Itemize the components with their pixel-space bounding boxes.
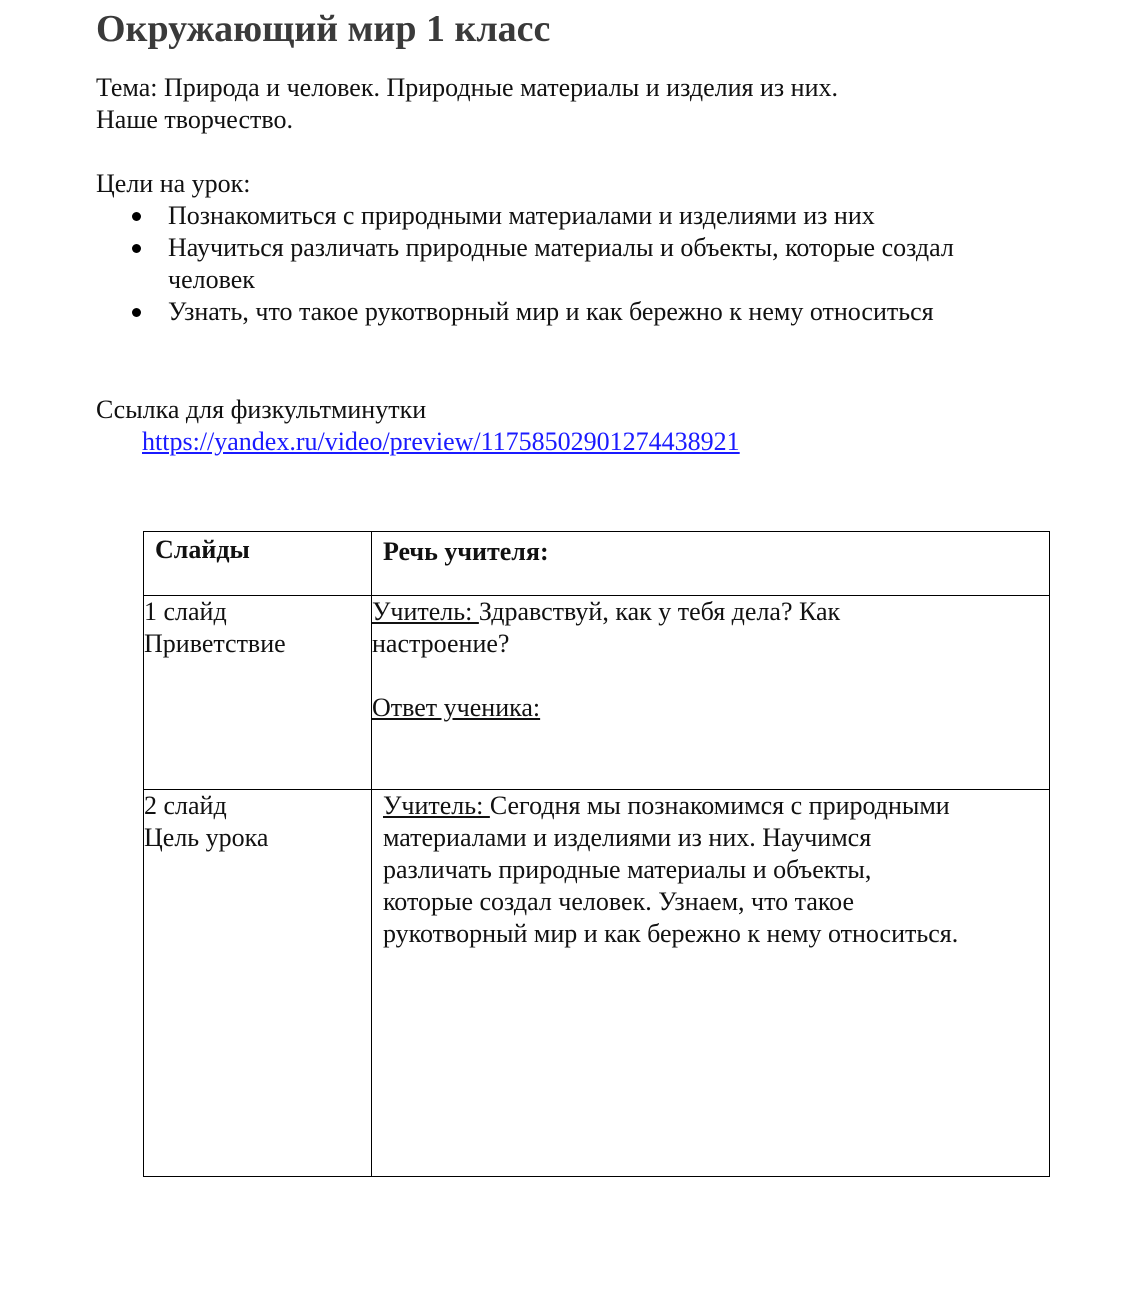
teacher-speech (372, 790, 1049, 950)
speech-cell (372, 790, 1050, 1177)
table-header-row (144, 532, 1050, 596)
document-title: Окружающий мир 1 класс (96, 8, 551, 50)
teacher-text: Сегодня мы познакомимся с природными материалами и изделиями из них. Научимся различать природные материалы и объекты, которые создал человек. Узнаем, что такое рукотворный мир и как бережно к нему относиться. (383, 791, 959, 948)
spacer (372, 660, 1049, 692)
teacher-text: Здравствуй, как у тебя дела? Как настроение? (372, 597, 841, 658)
topic-line-2: Наше творчество. (96, 105, 293, 134)
table-row (144, 790, 1050, 1177)
bullet-icon (132, 244, 141, 253)
goal-text: Научиться различать природные материалы и объекты, которые создал человек (168, 233, 954, 294)
goal-text: Познакомиться с природными материалами и изделиями из них (168, 201, 875, 230)
table-row (144, 596, 1050, 790)
goal-item (96, 232, 976, 296)
header-cell-slides (144, 532, 372, 596)
lesson-table (143, 531, 1050, 1177)
video-link[interactable]: https://yandex.ru/video/preview/11758502901274438921 (142, 427, 740, 456)
topic-line-1: Тема: Природа и человек. Природные материалы и изделия из них. (96, 73, 839, 102)
slide-name: Цель урока (144, 823, 269, 852)
student-answer (372, 692, 1049, 724)
header-slides: Слайды (155, 535, 250, 564)
answer-label: Ответ ученика: (372, 693, 541, 722)
teacher-label: Учитель: (383, 791, 490, 820)
header-cell-speech (372, 532, 1050, 596)
goal-item (96, 296, 976, 328)
speech-cell (372, 596, 1050, 790)
link-label: Ссылка для физкультминутки (96, 395, 427, 424)
goals-label: Цели на урок: (96, 169, 251, 198)
slide-cell (144, 596, 372, 790)
header-teacher-speech: Речь учителя: (383, 537, 549, 566)
slide-cell (144, 790, 372, 1177)
slide-number: 2 слайд (144, 791, 227, 820)
goal-text: Узнать, что такое рукотворный мир и как бережно к нему относиться (168, 297, 934, 326)
bullet-icon (132, 308, 141, 317)
slide-name: Приветствие (144, 629, 286, 658)
slide-number: 1 слайд (144, 597, 227, 626)
goals-list (96, 200, 976, 328)
teacher-label: Учитель: (372, 597, 479, 626)
teacher-speech (372, 596, 1049, 660)
lesson-topic (96, 72, 976, 136)
goal-item (96, 200, 976, 232)
bullet-icon (132, 212, 141, 221)
